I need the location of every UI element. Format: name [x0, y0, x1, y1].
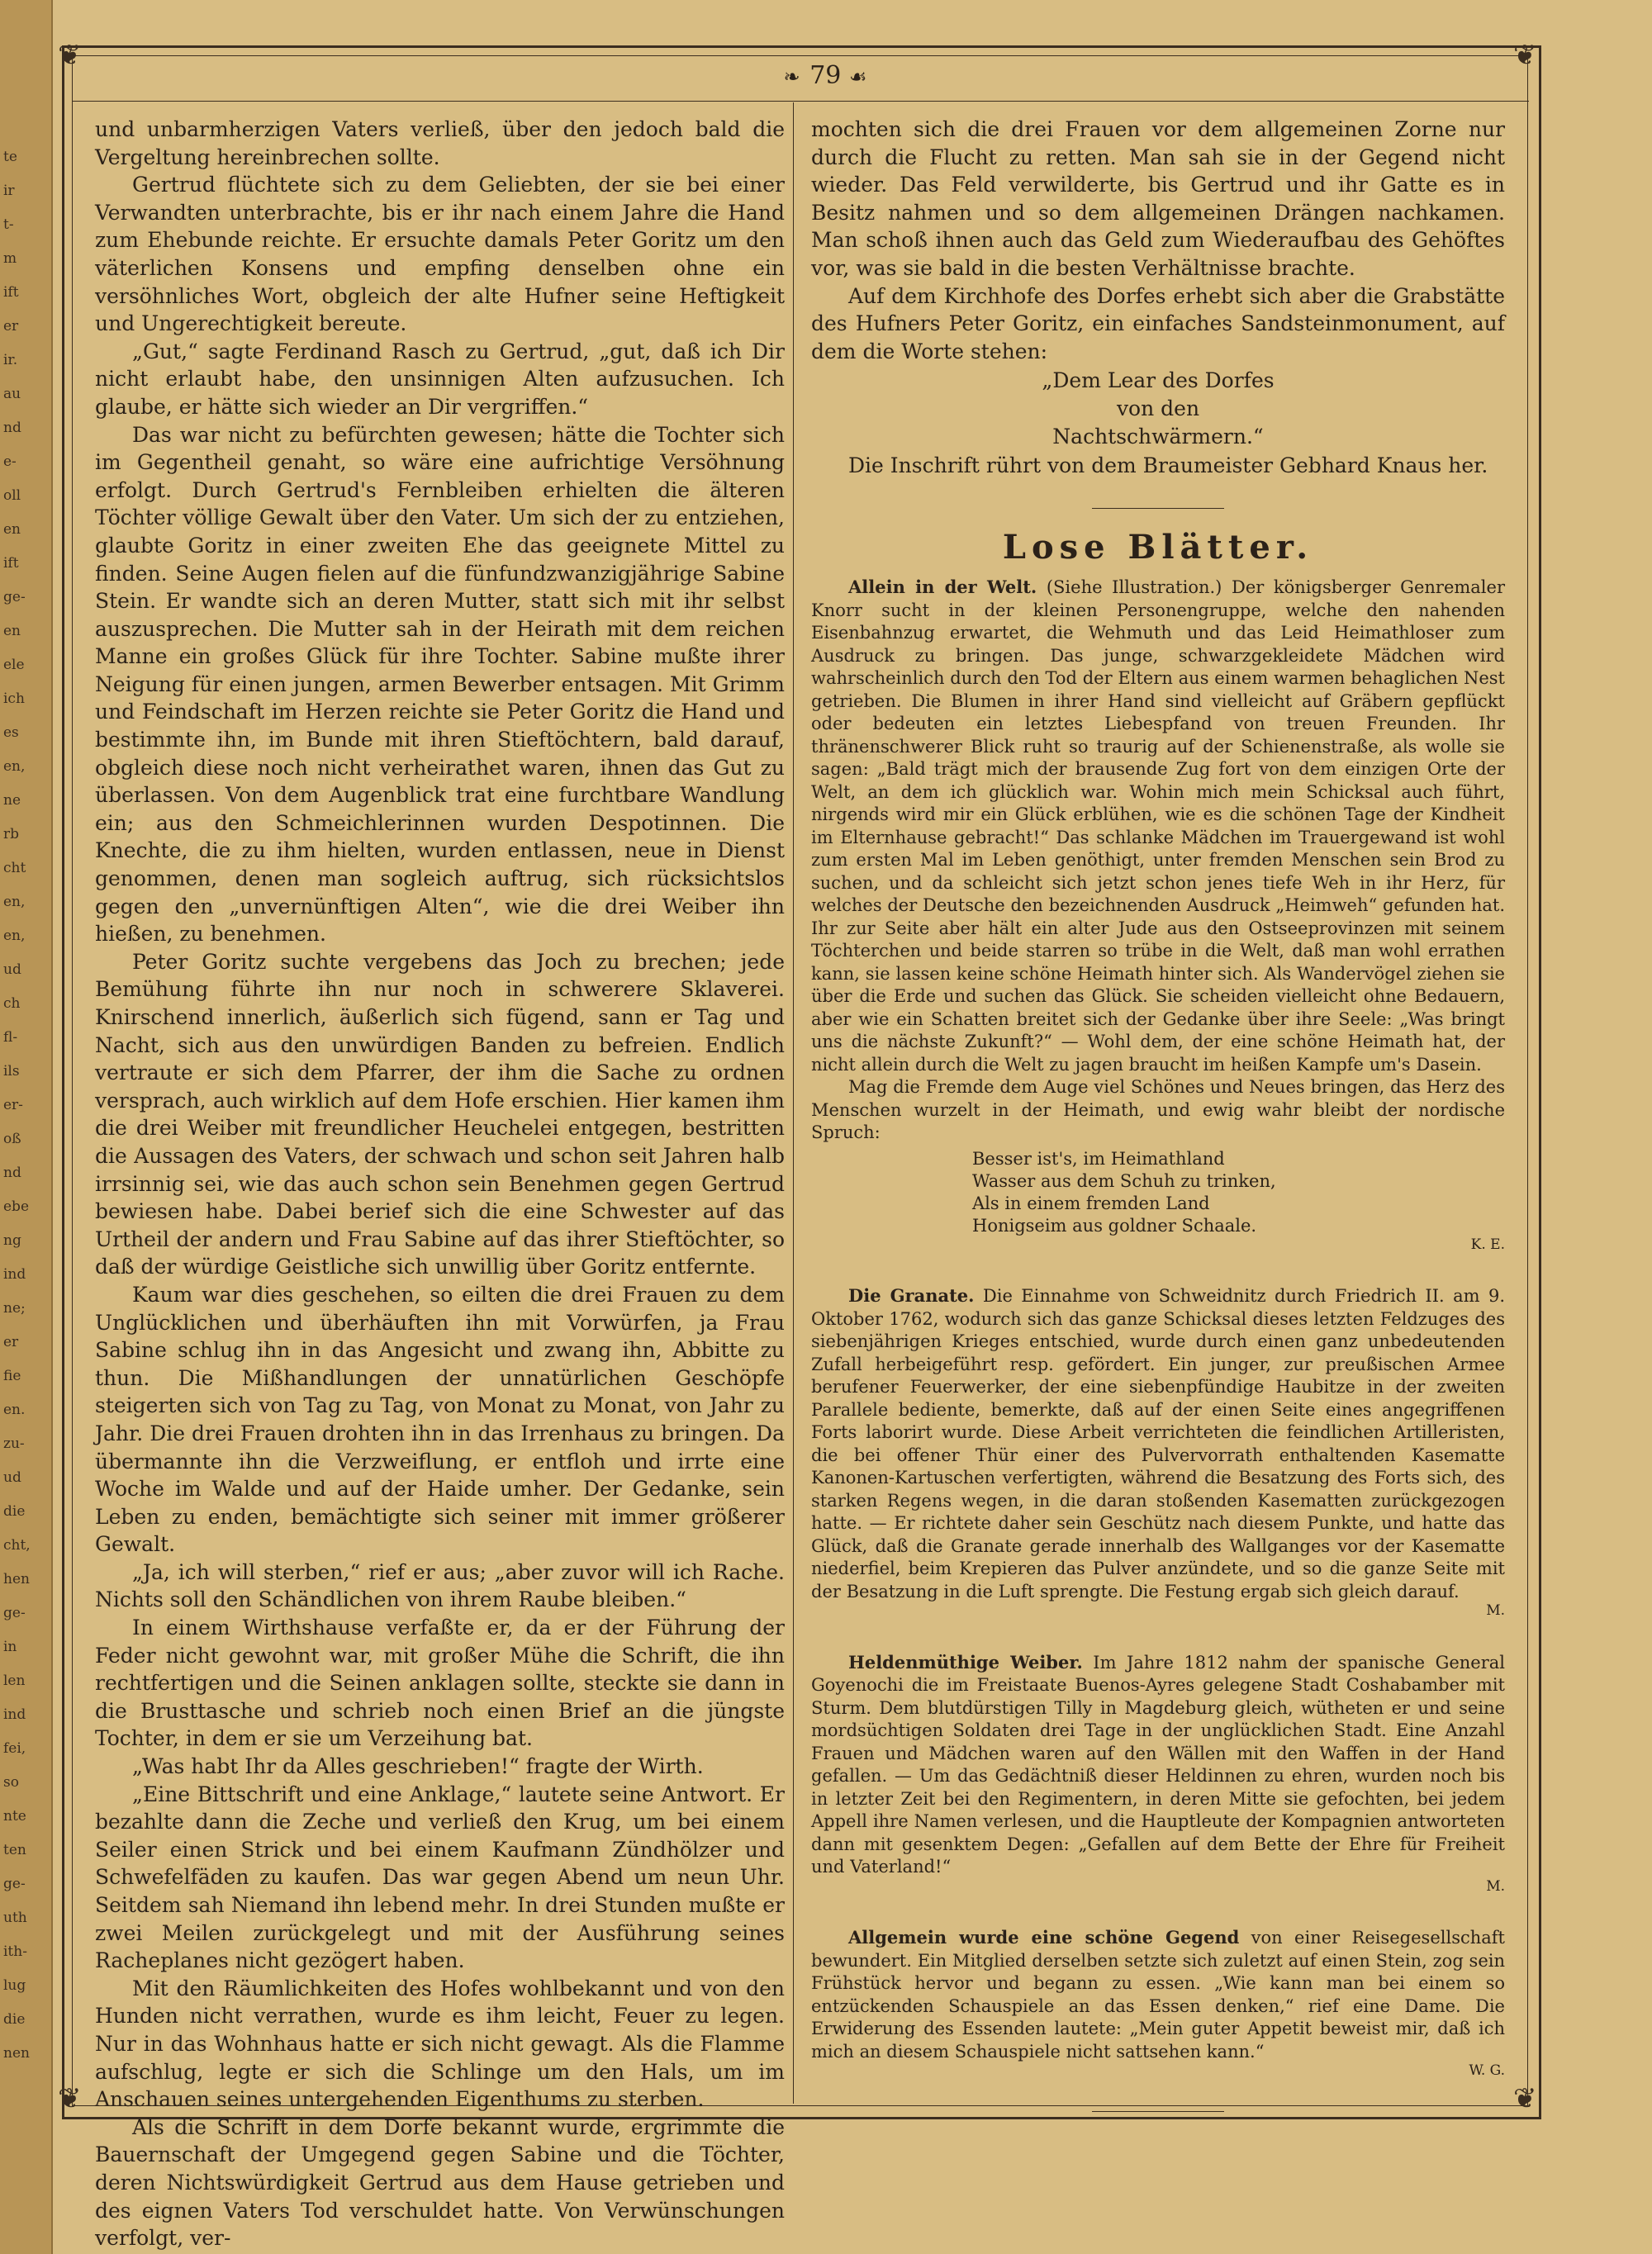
item-title: Allgemein wurde eine schöne Gegend: [848, 1927, 1240, 1948]
header-ornament-left: ❧: [783, 65, 802, 88]
paragraph: Mit den Räumlichkeiten des Hofes wohlbekannt und von den Hunden nicht verrathen, wurde es ihm leicht, Feuer zu legen. Nur in das Wohnhaus hatte er sich nicht gewagt. Als die Flamme aufschlug, legte er sich die Schlinge um den Hals, um im Anschauen seines untergehenden Eigenthums zu sterben.: [95, 1976, 785, 2112]
gutter-fragment: uth: [3, 1910, 27, 1926]
poem-line: Besser ist's, im Heimathland: [972, 1148, 1225, 1169]
section-title: Lose Blätter.: [1002, 527, 1314, 567]
gutter-fragment: ift: [3, 284, 19, 301]
gutter-fragment: lug: [3, 1977, 26, 1994]
gutter-fragment: en,: [3, 758, 26, 775]
poem-line: Als in einem fremden Land: [972, 1193, 1210, 1213]
item-title: Allein in der Welt.: [848, 577, 1037, 598]
poem-line: Honigseim aus goldner Schaale.: [972, 1215, 1257, 1236]
gutter-fragment: e-: [3, 453, 17, 470]
paragraph: Peter Goritz suchte vergebens das Joch zu brechen; jede Bemühung führte ihn nur noch in schwerere Sklaverei. Knirschend innerlich, äußerlich sich fügend, sann er Tag und Nacht, sich aus den unwürdigen Banden zu befreien. Endlich vertraute er sich dem Pfarrer, der ihm die Sache zu ordnen versprach, auch wirklich auf dem Hofe erschien. Hier kamen ihm die drei Weiber mit freundlicher Heuchelei entgegen, bestritten die Aussagen des Vaters, der schwach und schon seit Jahren halb irrsinnig sei, wie das auch schon sein Benehmen gegen Gertrud bewiesen habe. Dabei berief sich die eine Schwester auf das Urtheil der andern und Frau Sabine auf das ihrer Stieftöchter, so daß der würdige Geistliche sich unwillig über Goritz entfernte.: [95, 949, 785, 1279]
paragraph: Als die Schrift in dem Dorfe bekannt wurde, ergrimmte die Bauernschaft der Umgegend gegen Sabine und die Töchter, deren Nichtswürdigkeit Gertrud aus dem Hause getrieben und des eignen Vaters Tod verschuldet hatte. Von Verwünschungen verfolgt, ver-: [95, 2114, 785, 2251]
item-signature: K. E.: [1470, 1236, 1505, 1253]
gutter-fragment: t-: [3, 216, 14, 233]
page-number-header: [710, 61, 942, 90]
header-ornament-right: ☙: [848, 65, 869, 88]
gutter-fragment: er-: [3, 1097, 23, 1113]
gutter-fragment: en,: [3, 928, 26, 944]
gutter-fragment: ud: [3, 1469, 21, 1486]
gutter-fragment: ge-: [3, 589, 26, 605]
gutter-fragment: en,: [3, 894, 26, 910]
paragraph: „Eine Bittschrift und eine Anklage,“ lautete seine Antwort. Er bezahlte dann die Zeche und verließ den Krug, um bei einem Seiler einen Strick und bei einem Kaufmann Zündhölzer und Schwefelfäden zu kaufen. Das war gegen Abend um neun Uhr. Seitdem sah Niemand ihn lebend mehr. In drei Stunden mußte er zwei Meilen zurückgelegt und mit der Ausführung seines Racheplanes nicht gezögert haben.: [95, 1782, 785, 1973]
header-rule: [72, 101, 1529, 102]
gutter-fragment: fei,: [3, 1740, 26, 1757]
item-title: Die Granate.: [848, 1285, 975, 1307]
adjacent-page-gutter: [0, 0, 53, 2254]
gutter-fragment: len: [3, 1673, 26, 1689]
paragraph: Das war nicht zu befürchten gewesen; hätte die Tochter sich im Gegentheil genaht, so wäre eine aufrichtige Versöhnung erfolgt. Durch Gertrud's Fernbleiben erhielten die älteren Töchter völlige Gewalt über den Vater. Um sich der zu entziehen, glaubte Goritz in einer zweiten Ehe das geeignete Mittel zu finden. Seine Augen fielen auf die fünfundzwanzigjährige Sabine Stein. Er wandte sich an deren Mutter, statt sich mit ihr selbst auszusprechen. Die Mutter sah in der Heirath mit dem reichen Manne ein großes Glück für ihre Tochter. Sabine mußte ihrer Neigung für einen jungen, armen Bewerber entsagen. Mit Grimm und Feindschaft im Herzen reichte sie Peter Goritz die Hand und bestimmte ihn, im Bunde mit ihren Stieftöchtern, bald darauf, obgleich diese noch nicht verheirathet waren, ihnen das Gut zu überlassen. Von dem Augenblick trat eine furchtbare Wandlung ein; aus den Schmeichlerinnen wurden Despotinnen. Die Knechte, die zu ihm hielten, wurden entlassen, neue in Dienst genommen, denen man sogleich auftrug, sich rücksichtslos gegen den „unvernünftigen Alten“, wie die drei Weiber ihn hießen, zu benehmen.: [95, 422, 785, 947]
gutter-fragment: ich: [3, 690, 25, 707]
item-signature: M.: [1486, 1602, 1505, 1620]
gutter-fragment: ge-: [3, 1876, 26, 1892]
item-title: Heldenmüthige Weiber.: [848, 1651, 1083, 1673]
gutter-fragment: ebe: [3, 1198, 30, 1215]
item-body: Die Einnahme von Schweidnitz durch Friedrich II. am 9. Oktober 1762, wodurch sich das ganze Schicksal dieses letzten Feldzuges des siebenjährigen Krieges entschied, wurde durch einen ganz unbedeutenden Zufall herbeigeführt resp. gefördert. Ein junger, zur preußischen Armee berufener Feuerwerker, der eine siebenpfündige Haubitze in der zweiten Parallele bediente, bemerkte, daß auf der einen Seite eines angegriffenen Forts laborirt wurde. Diese Arbeit verrichteten die feindlichen Artilleristen, die bei offener Thür einer des Pulvervorrath enthaltenden Kasematte Kanonen-Kartuschen verfertigten, während die Besatzung des Forts sich, des starken Regens wegen, in die daran stoßenden Kasematten zurückgezogen hatte. — Er richtete daher sein Geschütz nach diesem Punkte, und hatte das Glück, daß die Granate gerade innerhalb des Wallganges vor der Kasematte niederfiel, beim Krepieren das Pulver anzündete, und so die ganze Seite mit der Besatzung in die Luft sprengte. Die Festung ergab sich gleich darauf.: [811, 1286, 1505, 1602]
gutter-fragment: ne;: [3, 1300, 26, 1317]
gutter-fragment: nd: [3, 1165, 21, 1181]
gutter-fragment: die: [3, 1503, 26, 1520]
gutter-fragment: ith-: [3, 1943, 27, 1960]
column-divider: [793, 102, 794, 2104]
gutter-fragment: ind: [3, 1266, 26, 1283]
item-signature: W. G.: [1469, 2062, 1505, 2080]
loose-pages-items: [811, 576, 1505, 2112]
paragraph: Auf dem Kirchhofe des Dorfes erhebt sich aber die Grabstätte des Hufners Peter Goritz, ein einfaches Sandsteinmonument, auf dem die Worte stehen:: [811, 283, 1505, 363]
inscription-note: Die Inschrift rührt von dem Braumeister Gebhard Knaus her.: [848, 453, 1488, 478]
item-allein-in-der-welt: [811, 576, 1505, 1256]
gutter-fragment: ir: [3, 183, 15, 199]
inscription: [811, 367, 1505, 450]
gutter-fragment: er: [3, 1334, 19, 1350]
gutter-fragment: en: [3, 521, 21, 538]
gutter-fragment: oß: [3, 1131, 21, 1147]
gutter-fragment: en: [3, 623, 21, 639]
gutter-fragment: te: [3, 149, 17, 165]
gutter-fragment: nd: [3, 420, 21, 436]
gutter-fragment: en.: [3, 1402, 26, 1418]
gutter-fragment: nte: [3, 1808, 26, 1825]
paragraph: mochten sich die drei Frauen vor dem allgemeinen Zorne nur durch die Flucht zu retten. Man sah sie in der Gegend nicht wieder. Das Feld verwilderte, bis Gertrud und ihr Gatte es in Besitz nahmen und so dem allgemeinen Drängen nachkamen. Man schoß ihnen auch das Geld zum Wiederaufbau des Gehöftes vor, was sie bald in die besten Verhältnisse brachte.: [811, 117, 1505, 280]
gutter-fragment: fl-: [3, 1029, 18, 1046]
gutter-fragment: nen: [3, 2045, 30, 2062]
story-continuation: [811, 116, 1505, 365]
inscription-line: Nachtschwärmern.“: [1052, 424, 1264, 448]
gutter-fragment: ud: [3, 961, 21, 978]
gutter-fragment: zu-: [3, 1435, 25, 1452]
gutter-fragment: so: [3, 1774, 19, 1791]
poem: [811, 1148, 1505, 1237]
gutter-fragment: au: [3, 386, 21, 402]
paragraph: In einem Wirthshause verfaßte er, da er der Führung der Feder nicht gewohnt war, mit großer Mühe die Schrift, die ihn rechtfertigen und die Seinen anklagen sollte, steckte sie dann in die Brusttasche und schrieb noch einen Brief an die jüngste Tochter, in dem er sie um Verzeihung bat.: [95, 1616, 785, 1751]
gutter-fragment: ils: [3, 1063, 20, 1080]
item-schoene-gegend: [811, 1926, 1505, 2083]
paragraph: „Ja, ich will sterben,“ rief er aus; „aber zuvor will ich Rache. Nichts soll den Schändlichen von ihrem Raube bleiben.“: [95, 1559, 785, 1612]
gutter-fragment: er: [3, 318, 19, 335]
item-heldenmuethige-weiber: [811, 1651, 1505, 1899]
gutter-fragment: ift: [3, 555, 19, 572]
inscription-line: von den: [1116, 396, 1200, 420]
gutter-fragment: in: [3, 1639, 17, 1655]
inscription-line: „Dem Lear des Dorfes: [1042, 368, 1275, 393]
gutter-fragment: ch: [3, 995, 21, 1012]
item-die-granate: [811, 1284, 1505, 1623]
corner-ornament-bottom-left: ❦: [58, 2082, 82, 2115]
bottom-separator: [1092, 2111, 1224, 2112]
poem-line: Wasser aus dem Schuh zu trinken,: [972, 1170, 1276, 1191]
right-column: [811, 116, 1505, 2137]
gutter-fragment: ind: [3, 1706, 26, 1723]
paragraph: und unbarmherzigen Vaters verließ, über den jedoch bald die Vergeltung hereinbrechen sollte.: [95, 117, 785, 169]
gutter-fragment: die: [3, 2011, 26, 2028]
item-body: (Siehe Illustration.) Der königsberger Genremaler Knorr sucht in der kleinen Personengruppe, welche den nahenden Eisenbahnzug erwartet, die Wehmuth und das Leid Heimathloser zum Ausdruck zu bringen. Das junge, schwarzgekleidete Mädchen wird wahrscheinlich durch den Tod der Eltern aus einem warmen behaglichen Nest getrieben. Die Blumen in ihrer Hand sind vielleicht auf Gräbern gepflückt oder bedeuten ein letztes Liebespfand von treuen Freunden. Ihr thränenschwerer Blick ruht so traurig auf der Schienenstraße, als wolle sie sagen: „Bald trägt mich der brausende Zug fort von dem einzigen Orte der Welt, an dem ich glücklich war. Wohin mich mein Schicksal auch führt, nirgends wird mir ein Glück erblühen, wie es die schönen Tage der Kindheit im Elternhause gebracht!“ Das schlanke Mädchen im Trauergewand ist wohl zum ersten Mal im Leben genöthigt, unter fremden Menschen sein Brod zu suchen, und da schleicht sich jetzt schon jenes tiefe Weh in ihr Herz, für welches der Deutsche den bezeichnenden Ausdruck „Heimweh“ gefunden hat. Ihr zur Seite aber hält ein alter Jude aus den Ostseeprovinzen mit seinem Töchterchen und beide starren so trübe in die Welt, daß man wohl errathen kann, sie lassen keine schöne Heimath hinter sich. Als Wandervögel ziehen sie über die Erde und suchen das Glück. Sie scheiden vielleicht ohne Bedauern, aber wie ein Schatten breitet sich der Gedanke über ihre Seele: „Was bringt uns die nächste Zukunft?“ — Wohl dem, der eine schöne Heimath hat, der nicht allein durch die Welt zu jagen braucht im heißen Kampfe um's Dasein.: [811, 577, 1505, 1075]
gutter-fragment: ele: [3, 657, 25, 673]
gutter-fragment: ir.: [3, 352, 18, 368]
item-body-continued: Mag die Fremde dem Auge viel Schönes und Neues bringen, das Herz des Menschen wurzelt in der Heimath, und ewig wahr bleibt der nordische Spruch:: [811, 1077, 1505, 1143]
gutter-fragment: es: [3, 724, 19, 741]
gutter-fragment: ge-: [3, 1605, 26, 1621]
paragraph: „Was habt Ihr da Alles geschrieben!“ fragte der Wirth.: [132, 1754, 704, 1779]
left-column: [95, 116, 785, 2252]
gutter-fragment: m: [3, 250, 17, 267]
paragraph: Kaum war dies geschehen, so eilten die drei Frauen zu dem Unglücklichen und überhäuften ihn mit Vorwürfen, ja Frau Sabine schlug ihn in das Angesicht und zwang ihn, Abbitte zu thun. Die Mißhandlungen der unnatürlichen Geschöpfe steigerten sich von Tag zu Tag, von Monat zu Monat, von Jahr zu Jahr. Die drei Frauen drohten ihn in das Irrenhaus zu bringen. Da übermannte ihn die Verzweiflung, er entfloh und irrte eine Woche im Walde und auf der Haide umher. Der Gedanke, sein Leben zu enden, bemächtigte sich seiner mit immer größerer Gewalt.: [95, 1282, 785, 1557]
paragraph: „Gut,“ sagte Ferdinand Rasch zu Gertrud, „gut, daß ich Dir nicht erlaubt habe, den unsinnigen Alten aufzusuchen. Ich glaube, er hätte sich wieder an Dir vergriffen.“: [95, 339, 785, 419]
gutter-fragment: ten: [3, 1842, 26, 1858]
gutter-fragment: hen: [3, 1571, 30, 1587]
gutter-fragment: oll: [3, 487, 21, 504]
gutter-fragment: ne: [3, 792, 21, 809]
item-body: Im Jahre 1812 nahm der spanische General Goyenochi die im Freistaate Buenos-Ayres gelegene Stadt Coshabamber mit Sturm. Dem blutdürstigen Tilly in Magdeburg gleich, wütheten er und seine mordsüchtigen Soldaten drei Tage in der unglücklichen Stadt. Eine Anzahl Frauen und Mädchen waren auf den Wällen mit den Waffen in der Hand gefallen. — Um das Gedächtniß dieser Heldinnen zu ehren, wurden noch bis in letzter Zeit bei den Regimentern, in deren Mitte sie gefochten, bei jedem Appell ihre Namen verlesen, und die Hauptleute der Kompagnien antworteten dann mit gesenktem Degen: „Gefallen auf dem Bette der Ehre für Freiheit und Vaterland!“: [811, 1652, 1506, 1877]
item-body: von einer Reisegesellschaft bewundert. Ein Mitglied derselben setzte sich zuletzt auf einen Stein, zog sein Frühstück hervor und begann zu essen. „Wie kann man bei einem so entzückenden Schauspiele an das Essen denken,“ rief eine Dame. Die Erwiderung des Essenden lautete: „Mein guter Appetit beweist mir, daß ich mich an diesem Schauspiele nicht sattsehen kann.“: [811, 1928, 1505, 2062]
corner-ornament-top-left: ❦: [58, 39, 82, 72]
gutter-fragment: cht,: [3, 1537, 31, 1554]
page-number: 79: [809, 61, 842, 90]
section-separator: [1092, 508, 1224, 509]
gutter-fragment: ng: [3, 1232, 21, 1249]
gutter-fragment: fie: [3, 1368, 21, 1384]
gutter-fragment: cht: [3, 860, 26, 876]
gutter-fragment: rb: [3, 826, 20, 842]
corner-ornament-top-right: ❦: [1513, 39, 1537, 72]
paragraph: Gertrud flüchtete sich zu dem Geliebten, der sie bei einer Verwandten unterbrachte, bis er ihr nach einem Jahre die Hand zum Ehebunde reichte. Er ersuchte damals Peter Goritz um den väterlichen Konsens und empfing denselben ohne ein versöhnliches Wort, obgleich der alte Hufner seine Heftigkeit und Ungerechtigkeit bereute.: [95, 173, 785, 336]
corner-ornament-bottom-right: ❦: [1513, 2082, 1537, 2115]
item-signature: M.: [1486, 1877, 1505, 1895]
